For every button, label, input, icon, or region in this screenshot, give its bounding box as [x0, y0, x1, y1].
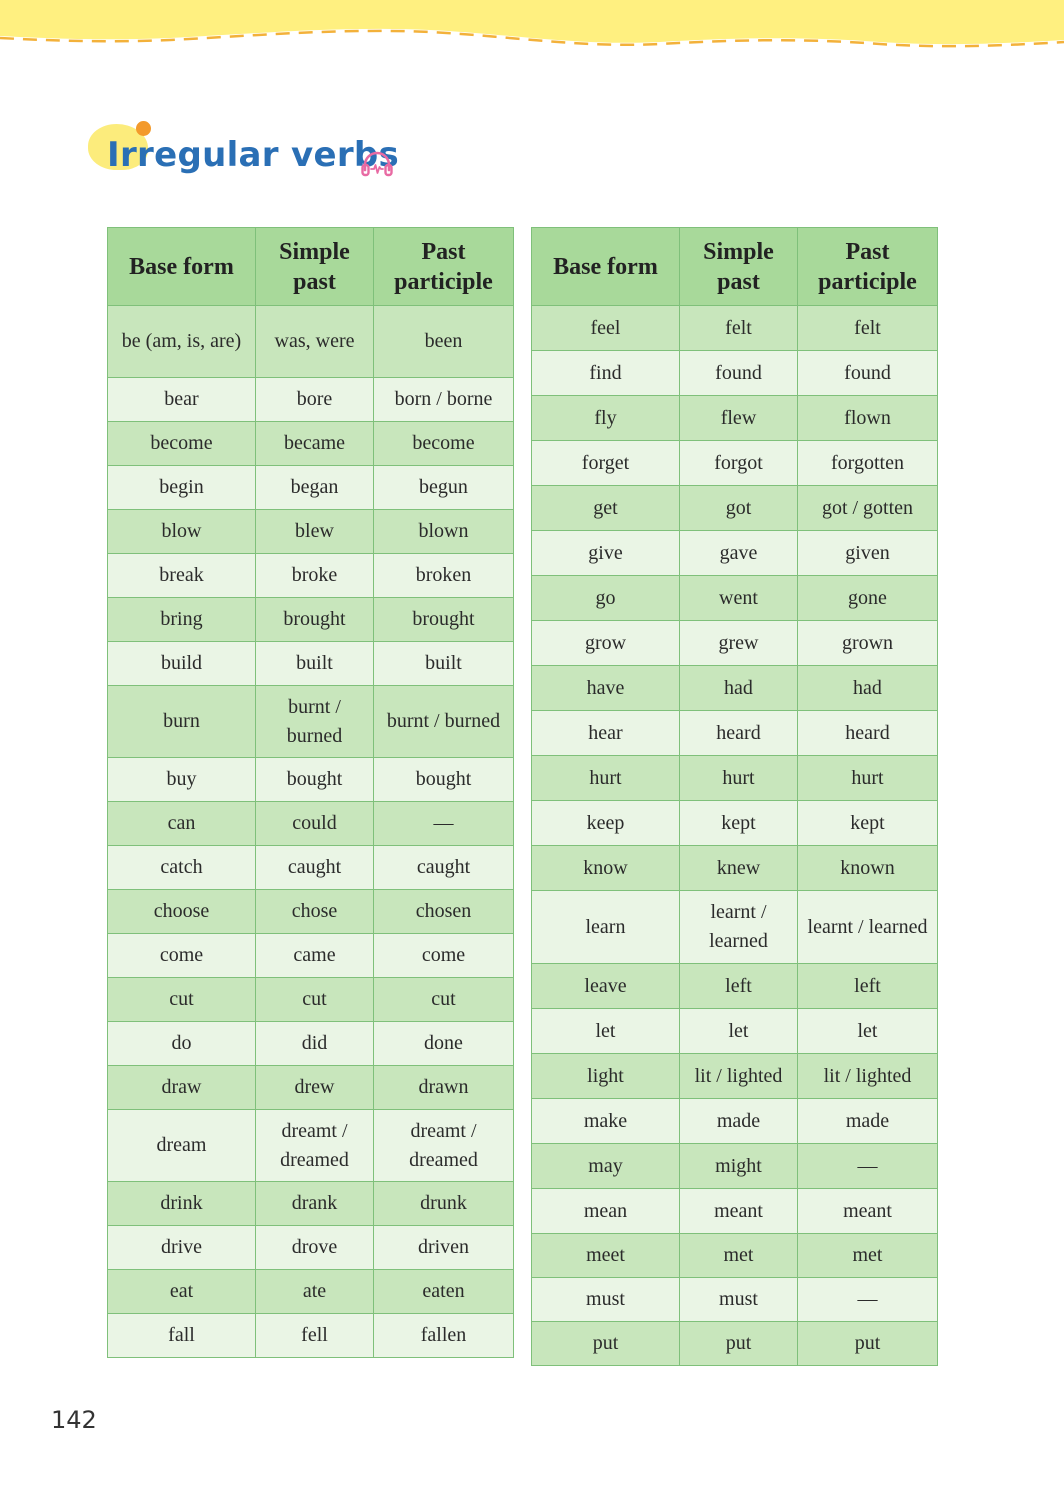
table-row: [532, 1099, 938, 1144]
table-row: [108, 802, 514, 846]
table-row: [108, 510, 514, 554]
table-row: [532, 1322, 938, 1366]
base-form-cell: forget: [532, 441, 680, 486]
simple-past-cell: got: [680, 486, 798, 531]
past-participle-cell: kept: [798, 801, 938, 846]
table-row: [108, 1182, 514, 1226]
base-form-cell: can: [108, 802, 256, 846]
past-participle-cell: become: [374, 422, 514, 466]
base-form-cell: meet: [532, 1234, 680, 1278]
past-participle-cell: grown: [798, 621, 938, 666]
simple-past-cell: did: [256, 1022, 374, 1066]
past-participle-cell: come: [374, 934, 514, 978]
base-form-cell: light: [532, 1054, 680, 1099]
table-row: [532, 1234, 938, 1278]
simple-past-cell: ate: [256, 1270, 374, 1314]
simple-past-cell: knew: [680, 846, 798, 891]
table-row: [532, 396, 938, 441]
simple-past-cell: cut: [256, 978, 374, 1022]
table-row: [532, 531, 938, 576]
table-row: [108, 466, 514, 510]
irregular-verbs-table-right: [531, 227, 938, 1366]
column-header-base-form: Base form: [532, 228, 680, 306]
simple-past-cell: came: [256, 934, 374, 978]
base-form-cell: catch: [108, 846, 256, 890]
table-row: [108, 554, 514, 598]
simple-past-cell: fell: [256, 1314, 374, 1358]
past-participle-cell: —: [798, 1278, 938, 1322]
base-form-cell: have: [532, 666, 680, 711]
table-row: [532, 576, 938, 621]
past-participle-cell: caught: [374, 846, 514, 890]
base-form-cell: burn: [108, 686, 256, 758]
past-participle-cell: heard: [798, 711, 938, 756]
simple-past-cell: found: [680, 351, 798, 396]
simple-past-cell: could: [256, 802, 374, 846]
base-form-cell: draw: [108, 1066, 256, 1110]
base-form-cell: be (am, is, are): [108, 306, 256, 378]
past-participle-cell: chosen: [374, 890, 514, 934]
base-form-cell: grow: [532, 621, 680, 666]
past-participle-cell: drawn: [374, 1066, 514, 1110]
simple-past-cell: felt: [680, 306, 798, 351]
simple-past-cell: made: [680, 1099, 798, 1144]
simple-past-cell: was, were: [256, 306, 374, 378]
past-participle-cell: blown: [374, 510, 514, 554]
base-form-cell: begin: [108, 466, 256, 510]
past-participle-cell: dreamt / dreamed: [374, 1110, 514, 1182]
base-form-cell: break: [108, 554, 256, 598]
base-form-cell: let: [532, 1009, 680, 1054]
column-header-past-participle: Past participle: [798, 228, 938, 306]
table-row: [532, 351, 938, 396]
simple-past-cell: meant: [680, 1189, 798, 1234]
table-row: [532, 486, 938, 531]
simple-past-cell: lit / lighted: [680, 1054, 798, 1099]
simple-past-cell: burnt / burned: [256, 686, 374, 758]
section-heading: [88, 118, 508, 188]
table-row: [532, 666, 938, 711]
base-form-cell: feel: [532, 306, 680, 351]
past-participle-cell: made: [798, 1099, 938, 1144]
past-participle-cell: fallen: [374, 1314, 514, 1358]
base-form-cell: come: [108, 934, 256, 978]
table-row: [532, 441, 938, 486]
irregular-verbs-table-left: [107, 227, 514, 1358]
simple-past-cell: bore: [256, 378, 374, 422]
past-participle-cell: been: [374, 306, 514, 378]
past-participle-cell: flown: [798, 396, 938, 441]
headphones-icon[interactable]: [360, 148, 394, 178]
table-row: [532, 1189, 938, 1234]
past-participle-cell: got / gotten: [798, 486, 938, 531]
simple-past-cell: began: [256, 466, 374, 510]
table-row: [108, 1066, 514, 1110]
past-participle-cell: had: [798, 666, 938, 711]
base-form-cell: drink: [108, 1182, 256, 1226]
simple-past-cell: flew: [680, 396, 798, 441]
table-row: [532, 846, 938, 891]
column-header-simple-past: Simple past: [680, 228, 798, 306]
base-form-cell: go: [532, 576, 680, 621]
simple-past-cell: dreamt / dreamed: [256, 1110, 374, 1182]
column-header-base-form: Base form: [108, 228, 256, 306]
table-row: [108, 890, 514, 934]
past-participle-cell: lit / lighted: [798, 1054, 938, 1099]
base-form-cell: learn: [532, 891, 680, 964]
past-participle-cell: eaten: [374, 1270, 514, 1314]
past-participle-cell: burnt / burned: [374, 686, 514, 758]
base-form-cell: choose: [108, 890, 256, 934]
simple-past-cell: drew: [256, 1066, 374, 1110]
table-row: [108, 686, 514, 758]
page-number: 142: [51, 1406, 97, 1434]
past-participle-cell: cut: [374, 978, 514, 1022]
simple-past-cell: must: [680, 1278, 798, 1322]
base-form-cell: hurt: [532, 756, 680, 801]
base-form-cell: become: [108, 422, 256, 466]
past-participle-cell: driven: [374, 1226, 514, 1270]
simple-past-cell: drank: [256, 1182, 374, 1226]
past-participle-cell: left: [798, 964, 938, 1009]
orange-dot-decoration: [136, 121, 151, 136]
table-row: [108, 422, 514, 466]
simple-past-cell: drove: [256, 1226, 374, 1270]
past-participle-cell: brought: [374, 598, 514, 642]
base-form-cell: blow: [108, 510, 256, 554]
base-form-cell: dream: [108, 1110, 256, 1182]
column-header-past-participle: Past participle: [374, 228, 514, 306]
table-row: [108, 1022, 514, 1066]
base-form-cell: fall: [108, 1314, 256, 1358]
table-row: [108, 1110, 514, 1182]
simple-past-cell: let: [680, 1009, 798, 1054]
base-form-cell: find: [532, 351, 680, 396]
past-participle-cell: given: [798, 531, 938, 576]
base-form-cell: build: [108, 642, 256, 686]
table-row: [108, 1270, 514, 1314]
past-participle-cell: built: [374, 642, 514, 686]
table-row: [108, 1226, 514, 1270]
table-row: [108, 598, 514, 642]
table-row: [108, 934, 514, 978]
base-form-cell: eat: [108, 1270, 256, 1314]
base-form-cell: get: [532, 486, 680, 531]
base-form-cell: do: [108, 1022, 256, 1066]
simple-past-cell: met: [680, 1234, 798, 1278]
table-row: [532, 801, 938, 846]
past-participle-cell: born / borne: [374, 378, 514, 422]
past-participle-cell: drunk: [374, 1182, 514, 1226]
simple-past-cell: brought: [256, 598, 374, 642]
past-participle-cell: learnt / learned: [798, 891, 938, 964]
simple-past-cell: broke: [256, 554, 374, 598]
table-row: [108, 642, 514, 686]
past-participle-cell: felt: [798, 306, 938, 351]
simple-past-cell: learnt / learned: [680, 891, 798, 964]
base-form-cell: give: [532, 531, 680, 576]
table-row: [108, 306, 514, 378]
base-form-cell: keep: [532, 801, 680, 846]
base-form-cell: mean: [532, 1189, 680, 1234]
past-participle-cell: put: [798, 1322, 938, 1366]
base-form-cell: drive: [108, 1226, 256, 1270]
table-row: [532, 1144, 938, 1189]
past-participle-cell: found: [798, 351, 938, 396]
column-header-simple-past: Simple past: [256, 228, 374, 306]
simple-past-cell: put: [680, 1322, 798, 1366]
top-decorative-band: [0, 0, 1064, 60]
simple-past-cell: had: [680, 666, 798, 711]
past-participle-cell: —: [374, 802, 514, 846]
table-row: [108, 978, 514, 1022]
simple-past-cell: caught: [256, 846, 374, 890]
base-form-cell: put: [532, 1322, 680, 1366]
past-participle-cell: done: [374, 1022, 514, 1066]
base-form-cell: hear: [532, 711, 680, 756]
past-participle-cell: begun: [374, 466, 514, 510]
base-form-cell: bring: [108, 598, 256, 642]
past-participle-cell: let: [798, 1009, 938, 1054]
base-form-cell: cut: [108, 978, 256, 1022]
past-participle-cell: bought: [374, 758, 514, 802]
simple-past-cell: grew: [680, 621, 798, 666]
base-form-cell: may: [532, 1144, 680, 1189]
simple-past-cell: bought: [256, 758, 374, 802]
table-row: [532, 891, 938, 964]
table-row: [532, 1054, 938, 1099]
table-row: [532, 306, 938, 351]
table-row: [532, 1009, 938, 1054]
base-form-cell: must: [532, 1278, 680, 1322]
past-participle-cell: forgotten: [798, 441, 938, 486]
simple-past-cell: heard: [680, 711, 798, 756]
table-row: [108, 758, 514, 802]
past-participle-cell: met: [798, 1234, 938, 1278]
table-row: [108, 378, 514, 422]
simple-past-cell: built: [256, 642, 374, 686]
table-row: [532, 621, 938, 666]
table-row: [532, 1278, 938, 1322]
past-participle-cell: known: [798, 846, 938, 891]
table-row: [532, 711, 938, 756]
simple-past-cell: left: [680, 964, 798, 1009]
simple-past-cell: went: [680, 576, 798, 621]
simple-past-cell: became: [256, 422, 374, 466]
table-row: [532, 964, 938, 1009]
base-form-cell: make: [532, 1099, 680, 1144]
table-row: [108, 1314, 514, 1358]
table-row: [108, 846, 514, 890]
simple-past-cell: chose: [256, 890, 374, 934]
past-participle-cell: broken: [374, 554, 514, 598]
simple-past-cell: blew: [256, 510, 374, 554]
simple-past-cell: forgot: [680, 441, 798, 486]
past-participle-cell: gone: [798, 576, 938, 621]
past-participle-cell: —: [798, 1144, 938, 1189]
base-form-cell: fly: [532, 396, 680, 441]
simple-past-cell: might: [680, 1144, 798, 1189]
simple-past-cell: hurt: [680, 756, 798, 801]
table-row: [532, 756, 938, 801]
base-form-cell: bear: [108, 378, 256, 422]
simple-past-cell: kept: [680, 801, 798, 846]
page-title: Irregular verbs: [107, 135, 400, 175]
past-participle-cell: hurt: [798, 756, 938, 801]
simple-past-cell: gave: [680, 531, 798, 576]
base-form-cell: know: [532, 846, 680, 891]
base-form-cell: leave: [532, 964, 680, 1009]
past-participle-cell: meant: [798, 1189, 938, 1234]
base-form-cell: buy: [108, 758, 256, 802]
